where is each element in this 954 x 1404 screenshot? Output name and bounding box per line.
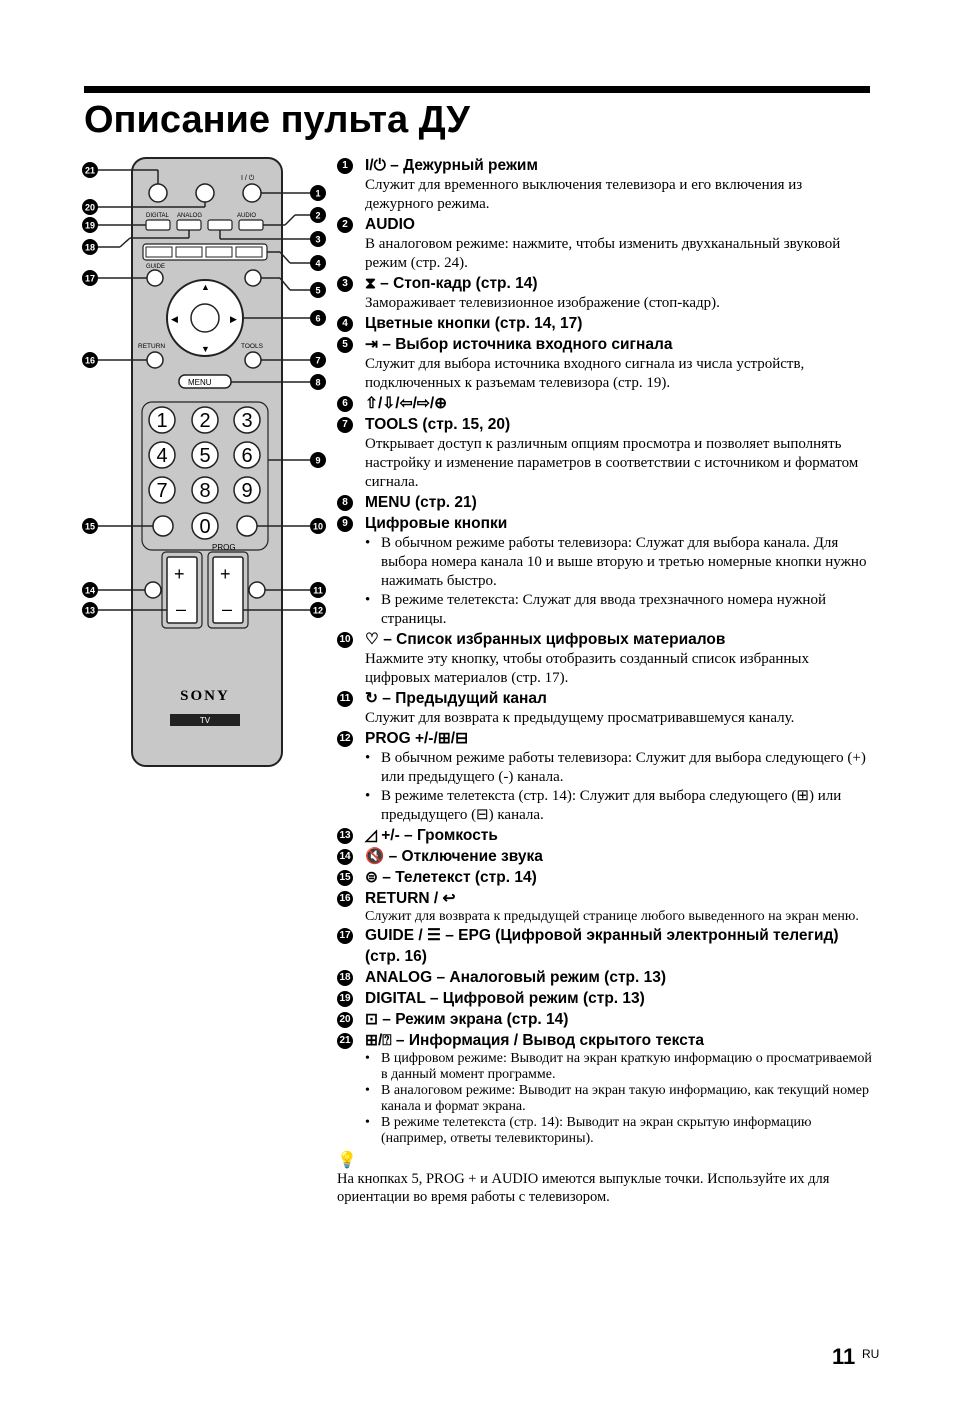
tools-label: TOOLS (241, 343, 263, 350)
entry-description: Служит для возврата к предыдущему просматривавшемуся каналу. (365, 710, 795, 726)
entry-6 (337, 393, 872, 414)
callout-label-11: 11 (313, 585, 323, 596)
entry-16 (337, 888, 872, 925)
entry-heading: PROG +/-/⊞/⊟ (365, 730, 469, 747)
digit-label-4: 4 (156, 445, 168, 467)
entry-heading: ↻ – Предыдущий канал (365, 690, 547, 707)
page-lang: RU (862, 1347, 880, 1361)
callout-label-17: 17 (84, 273, 96, 284)
entry-12 (337, 728, 872, 825)
entry-heading: Цветные кнопки (стр. 14, 17) (365, 315, 583, 332)
entry-bullets (365, 749, 872, 825)
page-title: Описание пульта ДУ (84, 99, 470, 141)
callout-label-7: 7 (315, 355, 321, 366)
entry-number: 18 (337, 970, 353, 986)
entry-heading: ◿ +/- – Громкость (365, 827, 498, 844)
digital-button (146, 220, 170, 230)
callout-label-6: 6 (315, 313, 321, 324)
digit-label-8: 8 (199, 480, 211, 502)
entry-description: Нажмите эту кнопку, чтобы отобразить созданный список избранных цифровых материалов (стр. 17). (365, 651, 810, 686)
info-button (149, 184, 167, 202)
digit-label-5: 5 (199, 445, 211, 467)
entry-number: 11 (337, 691, 353, 707)
callout-label-18: 18 (84, 242, 96, 253)
entry-description: Служит для возврата к предыдущей странице любого выведенного на экран меню. (365, 909, 859, 924)
bullet-item: • В обычном режиме работы телевизора: Служат для выбора канала. Для выбора номера канала 10 и выше вторую и третью номерные кнопки нужно нажимать быстро. (381, 534, 872, 591)
bullet-item: • В режиме телетекста: Служат для ввода трехзначного номера нужной страницы. (381, 591, 872, 629)
entry-8 (337, 492, 872, 513)
volume-minus: – (176, 599, 187, 619)
lightbulb-icon: 💡 (337, 1150, 357, 1169)
entry-10 (337, 629, 872, 688)
tools-button (245, 352, 261, 368)
dpad-up: ▲ (201, 282, 210, 292)
callout-label-12: 12 (312, 605, 324, 616)
entry-bullets (365, 1051, 872, 1147)
entry-5 (337, 334, 872, 393)
callout-label-5: 5 (315, 285, 321, 296)
entry-9 (337, 513, 872, 629)
entry-heading: MENU (стр. 21) (365, 494, 477, 511)
guide-button (147, 270, 163, 286)
entry-heading: AUDIO (365, 216, 415, 233)
hint-text: На кнопках 5, PROG + и AUDIO имеются выпуклые точки. Используйте их для ориентации во время работы с телевизором. (337, 1171, 830, 1205)
entry-bullets (365, 534, 872, 629)
entry-heading: ⊜ – Телетекст (стр. 14) (365, 869, 537, 886)
entry-13 (337, 825, 872, 846)
callout-label-15: 15 (84, 521, 96, 532)
entry-21 (337, 1030, 872, 1147)
entry-heading: TOOLS (стр. 15, 20) (365, 416, 511, 433)
digit-label-0: 0 (199, 516, 211, 538)
entry-description: Служит для временного выключения телевизора и его включения из дежурного режима. (365, 177, 803, 212)
audio-label: AUDIO (237, 213, 257, 219)
entry-14 (337, 846, 872, 867)
analog-button (177, 220, 201, 230)
entry-number: 6 (337, 396, 353, 412)
entry-heading: Цифровые кнопки (365, 515, 508, 532)
prog-minus: – (222, 599, 233, 619)
power-label: I / ⏻ (241, 175, 255, 182)
entry-heading: RETURN / ↩ (365, 890, 456, 907)
analog-label: ANALOG (177, 213, 203, 219)
bullet-item: • В аналоговом режиме: Выводит на экран такую информацию, как текущий номер канала и формат экрана. (381, 1083, 872, 1115)
callout-label-10: 10 (312, 521, 324, 532)
entry-heading: I/⏻ – Дежурный режим (365, 157, 538, 174)
red-button (146, 247, 172, 257)
input-button (245, 270, 261, 286)
callout-label-8: 8 (315, 377, 321, 388)
digit-label-7: 7 (156, 480, 168, 502)
power-button (243, 184, 261, 202)
wide-button (196, 184, 214, 202)
entry-heading: DIGITAL – Цифровой режим (стр. 13) (365, 990, 645, 1007)
entry-heading: ANALOG – Аналоговый режим (стр. 13) (365, 969, 667, 986)
bullet-item: • В цифровом режиме: Выводит на экран краткую информацию о просматриваемой в данный момент программе. (381, 1051, 872, 1083)
entry-11 (337, 688, 872, 728)
entry-number: 1 (337, 158, 353, 174)
callout-label-19: 19 (84, 220, 96, 231)
entry-heading: ⧗ – Стоп-кадр (стр. 14) (365, 275, 538, 292)
green-button (176, 247, 202, 257)
callout-label-14: 14 (84, 585, 96, 596)
entry-3 (337, 273, 872, 313)
tv-label: TV (199, 716, 211, 725)
entry-heading: ♡ – Список избранных цифровых материалов (365, 631, 726, 648)
callout-label-3: 3 (315, 234, 321, 245)
audio-button (239, 220, 263, 230)
callout-label-16: 16 (84, 355, 96, 366)
entry-2 (337, 214, 872, 273)
entry-number: 3 (337, 276, 353, 292)
entry-description: В аналоговом режиме: нажмите, чтобы изменить двухканальный звуковой режим (стр. 24). (365, 236, 841, 271)
dpad-left: ◀ (171, 314, 178, 324)
entry-number: 9 (337, 516, 353, 532)
bullet-item: • В режиме телетекста (стр. 14): Выводит на экран скрытую информацию (например, ответы телевикторины). (381, 1115, 872, 1147)
favourite-button (237, 516, 257, 536)
entry-number: 21 (337, 1033, 353, 1049)
entry-15 (337, 867, 872, 888)
entry-number: 19 (337, 991, 353, 1007)
bullet-item: • В режиме телетекста (стр. 14): Служит для выбора следующего (⊞) или предыдущего (⊟) канала. (381, 787, 872, 825)
digit-label-6: 6 (241, 445, 253, 467)
callout-label-13: 13 (84, 605, 96, 616)
yellow-button (206, 247, 232, 257)
page-number: 11 (832, 1344, 856, 1369)
entry-heading: ⇧/⇩/⇦/⇨/⊕ (365, 395, 448, 412)
entry-number: 7 (337, 417, 353, 433)
entry-number: 16 (337, 891, 353, 907)
callout-label-21: 21 (84, 165, 96, 176)
entries-list (337, 155, 872, 1206)
volume-plus: + (174, 564, 185, 584)
digit-label-3: 3 (241, 410, 253, 432)
entry-number: 5 (337, 337, 353, 353)
bullet-item: • В обычном режиме работы телевизора: Служит для выбора следующего (+) или предыдущего (-) канала. (381, 749, 872, 787)
entry-heading: 🔇 – Отключение звука (365, 848, 543, 865)
entry-heading: ⊞/⍰ – Информация / Вывод скрытого текста (365, 1032, 705, 1049)
entry-description: Служит для выбора источника входного сигнала из числа устройств, подключенных к разъемам телевизора (стр. 19). (365, 356, 805, 391)
digit-label-2: 2 (199, 410, 211, 432)
callout-label-20: 20 (84, 202, 96, 213)
prog-plus: + (220, 564, 231, 584)
mute-button (145, 582, 161, 598)
dpad-right: ▶ (230, 314, 237, 324)
callout-label-9: 9 (315, 455, 321, 466)
digit-label-9: 9 (241, 480, 253, 502)
return-button (147, 352, 163, 368)
remote-illustration (80, 150, 330, 770)
entry-number: 10 (337, 632, 353, 648)
callout-label-2: 2 (315, 210, 321, 221)
entry-17 (337, 925, 872, 967)
freeze-button (208, 220, 232, 230)
digit-label-1: 1 (156, 410, 168, 432)
entry-number: 14 (337, 849, 353, 865)
entry-description: Открывает доступ к различным опциям просмотра и позволяет выполнять настройку и изменение параметров в соответствии с источником и форматом сигнала. (365, 436, 859, 490)
blue-button (236, 247, 262, 257)
entry-number: 2 (337, 217, 353, 233)
prev-channel-button (249, 582, 265, 598)
menu-label: MENU (188, 378, 212, 387)
entry-description: Замораживает телевизионное изображение (стоп-кадр). (365, 295, 720, 311)
entry-number: 15 (337, 870, 353, 886)
digital-label: DIGITAL (146, 213, 169, 219)
entry-heading: ⊡ – Режим экрана (стр. 14) (365, 1011, 569, 1028)
entry-number: 8 (337, 495, 353, 511)
entry-1 (337, 155, 872, 214)
guide-label: GUIDE (146, 264, 166, 270)
teletext-button (153, 516, 173, 536)
prog-label: PROG (212, 543, 236, 552)
brand-logo: SONY (180, 688, 230, 704)
dpad-down: ▼ (201, 344, 210, 354)
entry-number: 12 (337, 731, 353, 747)
entry-number: 17 (337, 928, 353, 944)
entry-4 (337, 313, 872, 334)
entry-20 (337, 1009, 872, 1030)
entry-heading: GUIDE / ☰ – EPG (Цифровой экранный электронный телегид) (стр. 16) (365, 927, 839, 965)
top-rule (84, 86, 870, 93)
entry-18 (337, 967, 872, 988)
entry-heading: ⇥ – Выбор источника входного сигнала (365, 336, 673, 353)
entry-number: 20 (337, 1012, 353, 1028)
entry-7 (337, 414, 872, 492)
callout-label-1: 1 (315, 188, 321, 199)
entry-number: 13 (337, 828, 353, 844)
dpad-center (191, 304, 219, 332)
return-label: RETURN (138, 343, 166, 350)
hint-block (337, 1150, 872, 1206)
entry-19 (337, 988, 872, 1009)
entry-number: 4 (337, 316, 353, 332)
callout-label-4: 4 (315, 258, 321, 269)
